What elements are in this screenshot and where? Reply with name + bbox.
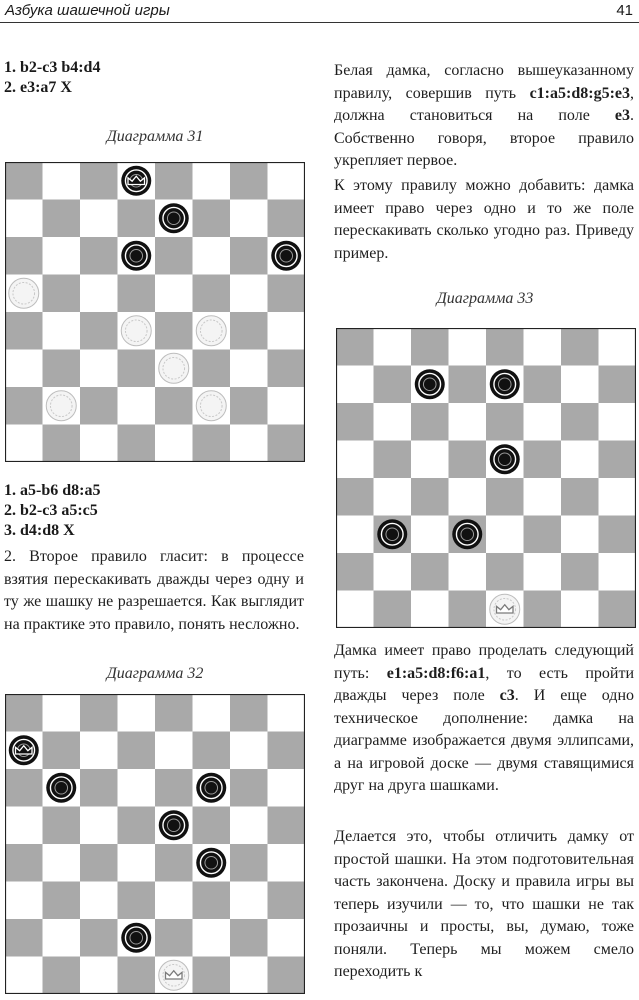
dark-square [230,919,268,957]
dark-square [336,553,374,591]
white-checker-piece [121,316,151,346]
para3-text: Дамка имеет право проделать следующий путь: [334,642,634,682]
white-checker-piece [9,278,39,308]
dark-square [524,441,562,479]
move-line: 1. b2-c3 b4:d4 [4,59,101,76]
black-king-piece [9,735,39,765]
para1-text: , должна становиться на поле [334,84,634,124]
white-checker-piece [46,391,76,421]
dark-square [193,425,231,463]
diagram-31-board [5,162,305,462]
paragraph-1 [334,60,634,173]
black-checker-piece [46,773,76,803]
dark-square [118,350,156,388]
dark-square [524,366,562,404]
black-checker-piece [452,519,482,549]
white-king-piece [490,594,520,624]
black-checker-piece [159,203,189,233]
dark-square [118,275,156,313]
dark-square [268,882,306,920]
dark-square [599,366,637,404]
dark-square [80,694,118,732]
black-checker-piece [196,773,226,803]
move-line: 3. d4:d8 X [4,522,75,539]
dark-square [118,882,156,920]
dark-square [155,694,193,732]
dark-square [230,237,268,275]
dark-square [268,200,306,238]
dark-square [155,919,193,957]
dark-square [43,425,81,463]
dark-square [118,425,156,463]
dark-square [486,553,524,591]
para1-text: Белая дамка, согласно вышеуказанному правилу, совершив путь [334,62,634,102]
black-checker-piece [415,369,445,399]
dark-square [268,732,306,770]
dark-square [155,769,193,807]
white-checker-piece [196,391,226,421]
dark-square [599,516,637,554]
dark-square [155,312,193,350]
paragraph-4: Делается это, чтобы отличить дамку от простой шашки. На этом подготовительная часть закончена. Доску и правила игры вы теперь изучили — то, что шашки не так прозаичны и просты, вы, думаю, тоже поняли. Теперь мы можем смело переходить к [334,828,634,980]
dark-square [599,591,637,629]
dark-square [80,844,118,882]
dark-square [5,312,43,350]
dark-square [80,162,118,200]
para3-text: . И еще одно техническое дополнение: дамка на диаграмме изображается двумя эллипсами, а на игровой доске — двумя ставящимися друг на друга шашками. [334,687,635,794]
dark-square [411,328,449,366]
page-number: 41 [616,2,633,19]
dark-square [155,844,193,882]
dark-square [5,844,43,882]
dark-square [374,366,412,404]
white-checker-piece [196,316,226,346]
dark-square [561,478,599,516]
header-rule [0,22,639,23]
dark-square [230,387,268,425]
dark-square [5,919,43,957]
move-line: 1. a5-b6 d8:a5 [4,482,101,499]
dark-square [43,807,81,845]
black-checker-piece [159,810,189,840]
dark-square [193,350,231,388]
paragraph-3 [334,640,634,798]
dark-square [193,882,231,920]
dark-square [268,425,306,463]
black-checker-piece [271,241,301,271]
dark-square [80,237,118,275]
para3-square: c3 [499,687,515,704]
para1-text: . Собственно говоря, второе правило укрепляет первое. [334,107,634,169]
move-line: 2. b2-c3 a5:c5 [4,502,98,519]
para3-text: , то есть пройти дважды через поле [334,664,635,704]
dark-square [80,387,118,425]
dark-square [118,807,156,845]
moves-top [4,58,100,98]
dark-square [411,553,449,591]
dark-square [524,591,562,629]
dark-square [336,478,374,516]
dark-square [155,387,193,425]
black-checker-piece [121,241,151,271]
black-checker-piece [196,848,226,878]
move-line: 2. e3:a7 X [4,79,72,96]
dark-square [118,957,156,995]
dark-square [230,694,268,732]
diagram-33-board [336,328,636,628]
dark-square [411,403,449,441]
dark-square [5,387,43,425]
dark-square [599,441,637,479]
dark-square [561,553,599,591]
white-king-piece [159,960,189,990]
dark-square [193,807,231,845]
diagram-33-caption: Диаграмма 33 [436,290,534,307]
white-checker-piece [159,353,189,383]
dark-square [411,478,449,516]
book-title: Азбука шашечной игры [5,2,170,19]
dark-square [43,882,81,920]
black-checker-piece [490,369,520,399]
dark-square [43,732,81,770]
dark-square [80,312,118,350]
dark-square [5,694,43,732]
dark-square [230,769,268,807]
dark-square [43,275,81,313]
dark-square [193,200,231,238]
diagram-32-board [5,694,305,994]
dark-square [5,237,43,275]
diagram-32-caption: Диаграмма 32 [106,665,204,682]
dark-square [5,769,43,807]
dark-square [155,162,193,200]
dark-square [561,328,599,366]
dark-square [449,441,487,479]
diagram-31-caption: Диаграмма 31 [106,128,204,145]
para1-square: e3 [614,107,630,124]
dark-square [524,516,562,554]
dark-square [374,591,412,629]
black-checker-piece [121,923,151,953]
dark-square [374,441,412,479]
rule-paragraph: 2. Второе правило гласит: в процессе взятия перескакивать дважды через одну и ту же шашку не разрешается. Как выглядит на практике это правило, понять несложно. [4,548,304,633]
paragraph-2: К этому правилу можно добавить: дамка имеет право через одно и то же поле перескакивать сколько угодно раз. Приведу пример. [334,177,634,262]
dark-square [43,200,81,238]
dark-square [80,919,118,957]
dark-square [230,162,268,200]
dark-square [5,162,43,200]
dark-square [268,807,306,845]
dark-square [268,957,306,995]
black-king-piece [121,166,151,196]
black-checker-piece [377,519,407,549]
dark-square [155,237,193,275]
dark-square [193,275,231,313]
moves-middle [4,481,100,541]
dark-square [486,328,524,366]
dark-square [268,350,306,388]
para1-path: c1:a5:d8:g5:e3 [529,84,630,102]
black-checker-piece [490,444,520,474]
dark-square [336,403,374,441]
dark-square [336,328,374,366]
running-head [0,2,639,22]
dark-square [486,478,524,516]
dark-square [230,312,268,350]
dark-square [268,275,306,313]
dark-square [193,732,231,770]
dark-square [43,957,81,995]
dark-square [449,591,487,629]
dark-square [193,957,231,995]
dark-square [118,200,156,238]
dark-square [118,732,156,770]
dark-square [43,350,81,388]
dark-square [449,366,487,404]
para3-path: e1:a5:d8:f6:a1 [386,664,486,682]
dark-square [561,403,599,441]
dark-square [486,403,524,441]
dark-square [230,844,268,882]
dark-square [80,769,118,807]
